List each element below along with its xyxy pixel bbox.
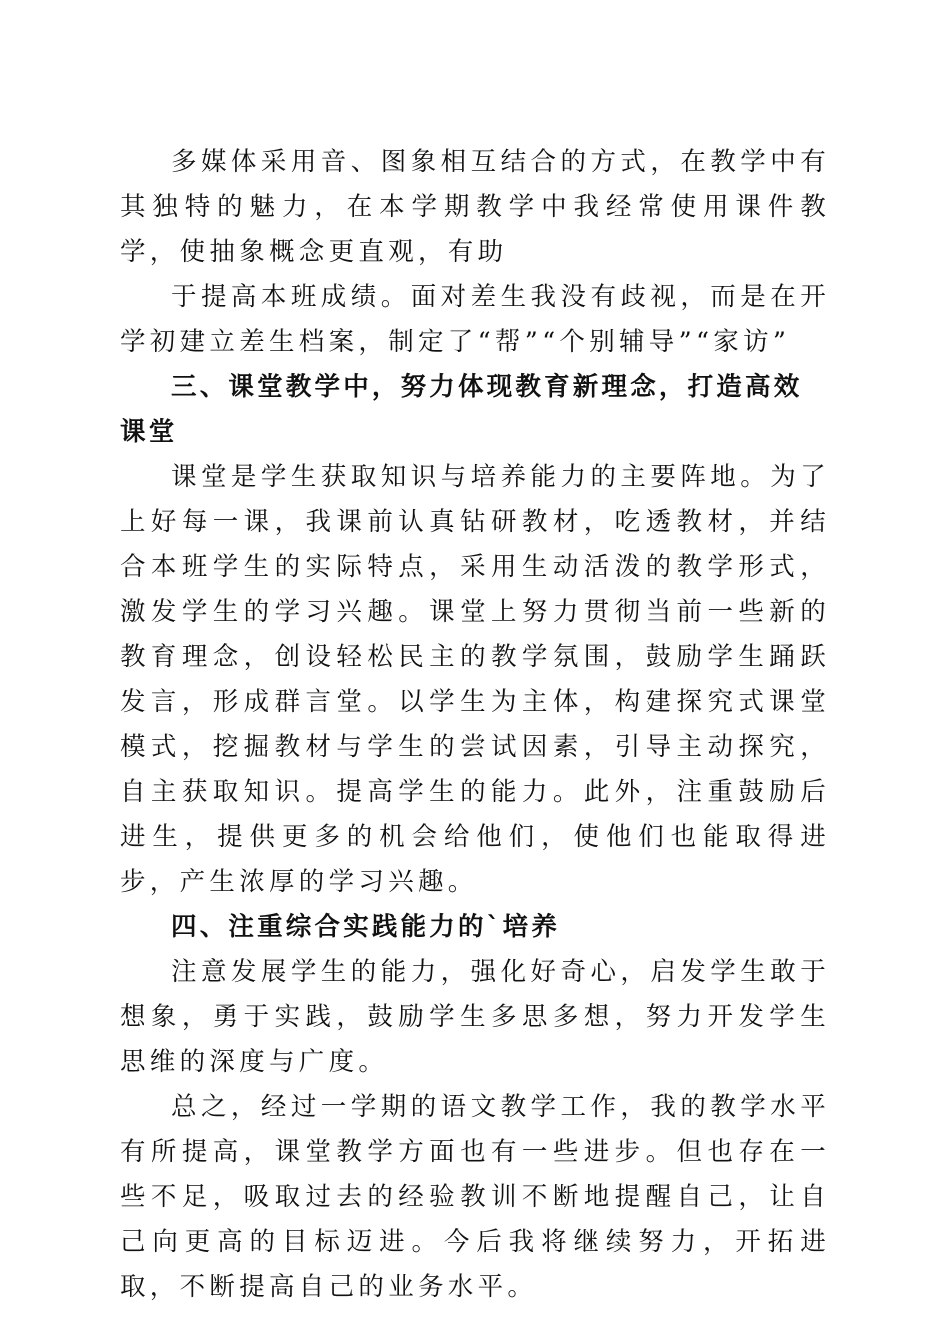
paragraph-struggling-students: 于提高本班成绩。面对差生我没有歧视，而是在开学初建立差生档案，制定了“帮”“个别辅导”“家访” — [120, 282, 830, 357]
paragraph-multimedia: 多媒体采用音、图象相互结合的方式，在教学中有其独特的魅力，在本学期教学中我经常使用课件教学，使抽象概念更直观，有助 — [120, 147, 830, 267]
paragraph-classroom: 课堂是学生获取知识与培养能力的主要阵地。为了上好每一课，我课前认真钻研教材，吃透教材，并结合本班学生的实际特点，采用生动活泼的教学形式，激发学生的学习兴趣。课堂上努力贯彻当前一些新的教育理念，创设轻松民主的教学氛围，鼓励学生踊跃发言，形成群言堂。以学生为主体，构建探究式课堂模式，挖掘教材与学生的尝试因素，引导主动探究，自主获取知识。提高学生的能力。此外，注重鼓励后进生，提供更多的机会给他们，使他们也能取得进步，产生浓厚的学习兴趣。 — [120, 462, 830, 897]
document-body — [120, 140, 830, 1310]
paragraph-summary: 总之，经过一学期的语文教学工作，我的教学水平有所提高，课堂教学方面也有一些进步。但也存在一些不足，吸取过去的经验教训不断地提醒自己，让自己向更高的目标迈进。今后我将继续努力，开拓进取，不断提高自己的业务水平。 — [120, 1092, 830, 1302]
section-heading-3: 三、课堂教学中，努力体现教育新理念，打造高效课堂 — [120, 372, 803, 447]
paragraph-practice-ability: 注意发展学生的能力，强化好奇心，启发学生敢于想象，勇于实践，鼓励学生多思多想，努力开发学生思维的深度与广度。 — [120, 957, 830, 1077]
section-heading-4: 四、注重综合实践能力的`培养 — [171, 912, 561, 942]
